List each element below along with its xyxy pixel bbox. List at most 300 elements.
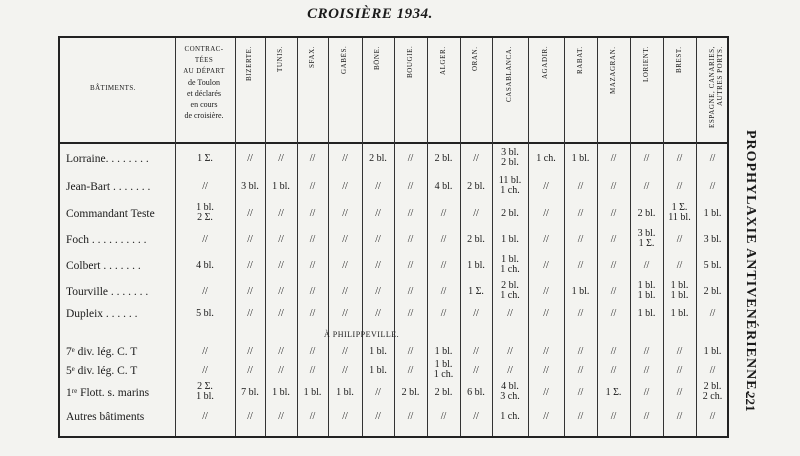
table-cell: [235, 388, 265, 398]
cell-line: //: [543, 286, 549, 297]
cell-line: //: [202, 286, 208, 297]
table-cell: [528, 182, 564, 192]
header-port: AGADIR.: [541, 46, 549, 80]
table-cell: [564, 309, 597, 319]
table-row: [60, 281, 727, 303]
cell-line: 1 ch.: [500, 264, 520, 275]
cell-line: //: [202, 411, 208, 422]
table-cell: [427, 388, 460, 398]
table-cell: [297, 154, 328, 164]
table-cell: [427, 182, 460, 192]
cell-line: //: [577, 260, 584, 271]
table-cell: [297, 182, 328, 192]
cell-line: //: [577, 208, 584, 219]
cell-line: //: [643, 346, 650, 357]
header-contract-line: de Toulon: [188, 78, 220, 87]
table-cell: [328, 366, 362, 376]
table-cell: [492, 412, 528, 422]
cell-line: //: [247, 365, 253, 376]
cell-line: //: [309, 208, 316, 219]
cell-line: //: [543, 208, 549, 219]
cell-line: //: [440, 286, 447, 297]
table-cell: [297, 209, 328, 219]
table-cell: [630, 366, 663, 376]
ship-name: 1ʳᵉ Flott. s. marins: [66, 387, 150, 399]
table-cell: [597, 287, 630, 297]
table-cell: [362, 347, 394, 357]
table-cell: [175, 203, 235, 223]
cell-line: //: [610, 208, 617, 219]
header-port: TUNIS.: [276, 46, 284, 72]
cell-line: //: [247, 208, 253, 219]
cell-line: 1 bl.: [369, 365, 387, 376]
cell-line: //: [543, 234, 549, 245]
cell-line: 1 bl.: [272, 181, 290, 192]
cell-line: //: [440, 411, 447, 422]
table-cell: [696, 209, 729, 219]
cell-line: //: [577, 308, 584, 319]
table-cell: [460, 347, 492, 357]
cell-line: 1 bl.: [196, 391, 214, 402]
header-port: BÔNE.: [373, 46, 381, 70]
cell-line: 1 bl.: [501, 254, 519, 265]
cell-line: //: [643, 260, 650, 271]
cell-line: //: [407, 208, 414, 219]
cell-line: 1 ch.: [500, 290, 520, 301]
cell-line: 1 ch.: [500, 411, 520, 422]
header-port: BOUGIE.: [405, 46, 414, 79]
cell-line: //: [610, 181, 617, 192]
table-cell: [528, 366, 564, 376]
cell-line: //: [309, 346, 316, 357]
table-cell: [235, 261, 265, 271]
cell-line: //: [309, 411, 316, 422]
table-cell: [460, 412, 492, 422]
table-cell: [663, 388, 696, 398]
table-cell: [597, 412, 630, 422]
cell-line: 3 ch.: [500, 391, 520, 402]
data-table: [58, 36, 729, 438]
cell-line: //: [709, 308, 716, 319]
cell-line: //: [309, 308, 316, 319]
cell-line: //: [407, 365, 414, 376]
table-cell: [597, 209, 630, 219]
cell-line: //: [278, 234, 284, 245]
cell-line: //: [676, 411, 683, 422]
table-row: [60, 229, 727, 251]
table-cell: [265, 366, 297, 376]
cell-line: //: [407, 346, 414, 357]
cell-line: //: [473, 208, 479, 219]
header-contract-line: de croisière.: [184, 111, 224, 120]
ship-name: Autres bâtiments: [66, 411, 145, 423]
table-cell: [362, 235, 394, 245]
table-cell: [597, 366, 630, 376]
table-cell: [663, 309, 696, 319]
table-cell: [265, 235, 297, 245]
header-port: ESPAGNE, CANARIES, AUTRES PORTS.: [707, 46, 724, 128]
table-cell: [328, 235, 362, 245]
table-cell: [297, 366, 328, 376]
cell-line: //: [375, 411, 381, 422]
table-cell: [175, 412, 235, 422]
table-cell: [492, 148, 528, 168]
table-cell: [528, 388, 564, 398]
header-port: ALGER.: [438, 46, 447, 75]
cell-line: //: [375, 387, 381, 398]
table-cell: [630, 388, 663, 398]
cell-line: 1 ch.: [500, 185, 520, 196]
cell-line: //: [278, 365, 284, 376]
table-cell: [663, 235, 696, 245]
table-cell: [394, 366, 427, 376]
cell-line: 11 bl.: [498, 175, 522, 186]
table-cell: [696, 412, 729, 422]
table-cell: [297, 261, 328, 271]
table-cell: [528, 235, 564, 245]
table-cell: [394, 347, 427, 357]
section-label: À PHILIPPEVILLE.: [324, 330, 400, 339]
cell-line: 1 bl.: [571, 153, 590, 164]
cell-line: 2 Σ.: [197, 381, 213, 392]
cell-line: //: [676, 346, 683, 357]
table-cell: [235, 287, 265, 297]
cell-line: //: [473, 308, 479, 319]
cell-line: //: [278, 208, 284, 219]
ship-name: Dupleix . . . . . .: [66, 308, 138, 320]
cell-line: 2 bl.: [434, 153, 453, 164]
cell-line: 5 bl.: [196, 308, 214, 319]
table-cell: [564, 287, 597, 297]
table-cell: [394, 287, 427, 297]
cell-line: //: [202, 181, 208, 192]
cell-line: //: [247, 234, 253, 245]
cell-line: //: [577, 234, 584, 245]
table-cell: [328, 182, 362, 192]
cell-line: //: [375, 308, 381, 319]
table-cell: [427, 235, 460, 245]
table-cell: [630, 261, 663, 271]
cell-line: //: [247, 308, 253, 319]
ship-name: 7ᵉ div. lég. C. T: [66, 346, 138, 358]
cell-line: //: [375, 260, 381, 271]
table-row: [60, 382, 727, 404]
table-cell: [663, 366, 696, 376]
table-cell: [328, 309, 362, 319]
cell-line: //: [577, 365, 584, 376]
table-cell: [235, 309, 265, 319]
cell-line: //: [676, 234, 683, 245]
cell-line: 2 bl.: [434, 387, 453, 398]
header-port: GABÈS.: [340, 46, 348, 75]
table-cell: [492, 255, 528, 275]
table-row: [60, 148, 727, 170]
cell-line: //: [610, 260, 617, 271]
table-cell: [696, 309, 729, 319]
table-cell: [630, 209, 663, 219]
cell-line: //: [342, 346, 348, 357]
cell-line: //: [440, 308, 447, 319]
cell-line: 11 bl.: [668, 212, 691, 223]
table-cell: [175, 287, 235, 297]
cell-line: 1 bl.: [501, 234, 519, 245]
table-cell: [630, 281, 663, 301]
cell-line: //: [610, 411, 617, 422]
cell-line: 2 bl.: [467, 234, 485, 245]
cell-line: 1 bl.: [670, 280, 689, 291]
table-cell: [235, 235, 265, 245]
table-cell: [528, 209, 564, 219]
table-cell: [564, 412, 597, 422]
table-cell: [460, 182, 492, 192]
cell-line: 1 bl.: [670, 290, 689, 301]
table-cell: [630, 412, 663, 422]
table-cell: [597, 235, 630, 245]
cell-line: 1 bl.: [434, 346, 453, 357]
cell-line: 1 bl.: [434, 359, 453, 370]
cell-line: 6 bl.: [467, 387, 485, 398]
header-port: ORAN.: [471, 46, 479, 71]
table-cell: [235, 209, 265, 219]
table-cell: [492, 309, 528, 319]
cell-line: 2 bl.: [637, 208, 656, 219]
cell-line: //: [543, 181, 549, 192]
cell-line: 2 Σ.: [197, 212, 213, 223]
table-cell: [564, 261, 597, 271]
cell-line: //: [309, 365, 316, 376]
cell-line: 3 bl.: [501, 147, 519, 158]
cell-line: //: [247, 411, 253, 422]
header-port: SFAX.: [307, 46, 316, 69]
cell-line: //: [278, 260, 284, 271]
cell-line: //: [643, 387, 650, 398]
cell-line: //: [676, 260, 683, 271]
cell-line: //: [709, 153, 716, 164]
table-cell: [630, 309, 663, 319]
cell-line: //: [610, 308, 617, 319]
table-cell: [265, 347, 297, 357]
table-cell: [564, 347, 597, 357]
table-cell: [362, 388, 394, 398]
table-cell: [362, 366, 394, 376]
cell-line: //: [342, 411, 348, 422]
table-cell: [597, 347, 630, 357]
cell-line: //: [202, 365, 208, 376]
cell-line: //: [577, 346, 584, 357]
table-cell: [492, 209, 528, 219]
header-batiments: BÂTIMENTS.: [90, 84, 136, 92]
header-contract-line: CONTRAC-: [184, 45, 224, 53]
table-cell: [265, 209, 297, 219]
table-cell: [394, 412, 427, 422]
table-cell: [394, 309, 427, 319]
table-cell: [492, 366, 528, 376]
ship-name: Tourville . . . . . . .: [66, 286, 149, 298]
cell-line: //: [676, 153, 683, 164]
cell-line: 4 bl.: [501, 381, 519, 392]
table-cell: [297, 235, 328, 245]
cell-line: //: [577, 411, 584, 422]
table-cell: [394, 182, 427, 192]
table-cell: [460, 388, 492, 398]
table-cell: [175, 154, 235, 164]
cell-line: //: [342, 260, 348, 271]
cell-line: //: [643, 181, 650, 192]
table-row: [60, 303, 727, 325]
header-contract: [175, 44, 233, 121]
table-row: [60, 176, 727, 198]
table-row: [60, 360, 727, 382]
cell-line: //: [676, 387, 683, 398]
table-cell: [564, 366, 597, 376]
table-cell: [528, 287, 564, 297]
table-cell: [564, 154, 597, 164]
cell-line: 4 bl.: [196, 260, 214, 271]
table-cell: [460, 309, 492, 319]
header-port: LORIENT.: [641, 46, 650, 82]
cell-line: //: [676, 181, 683, 192]
table-cell: [297, 309, 328, 319]
cell-line: //: [278, 153, 284, 164]
cell-line: 1 bl.: [637, 308, 656, 319]
table-cell: [265, 287, 297, 297]
cell-line: //: [543, 260, 549, 271]
table-cell: [328, 154, 362, 164]
header-port: MAZAGRAN.: [608, 46, 617, 94]
table-cell: [427, 209, 460, 219]
table-cell: [630, 347, 663, 357]
table-cell: [597, 261, 630, 271]
table-cell: [394, 388, 427, 398]
cell-line: //: [342, 208, 348, 219]
table-cell: [460, 235, 492, 245]
cell-line: //: [709, 411, 716, 422]
table-cell: [460, 154, 492, 164]
table-cell: [328, 261, 362, 271]
cell-line: //: [440, 260, 447, 271]
table-cell: [460, 366, 492, 376]
cell-line: 1 bl.: [369, 346, 387, 357]
cell-line: //: [507, 365, 513, 376]
cell-line: 1 ch.: [536, 153, 556, 164]
cell-line: //: [473, 365, 479, 376]
table-cell: [696, 287, 729, 297]
table-cell: [696, 261, 729, 271]
cell-line: //: [342, 181, 348, 192]
cell-line: //: [247, 153, 253, 164]
table-cell: [663, 154, 696, 164]
table-cell: [597, 388, 630, 398]
table-cell: [175, 347, 235, 357]
cell-line: //: [610, 286, 617, 297]
table-row: [60, 406, 727, 428]
cell-line: //: [709, 365, 716, 376]
ship-name: Commandant Teste: [66, 208, 155, 220]
cell-line: //: [440, 208, 447, 219]
table-cell: [696, 382, 729, 402]
table-cell: [328, 287, 362, 297]
table-cell: [630, 182, 663, 192]
table-cell: [492, 235, 528, 245]
cell-line: //: [643, 153, 650, 164]
cell-line: //: [676, 365, 683, 376]
cell-line: //: [278, 308, 284, 319]
cell-line: 3 bl.: [241, 181, 259, 192]
table-cell: [297, 388, 328, 398]
table-cell: [265, 154, 297, 164]
cell-line: 7 bl.: [241, 387, 259, 398]
cell-line: 1 bl.: [670, 308, 689, 319]
table-cell: [427, 412, 460, 422]
table-cell: [427, 287, 460, 297]
cell-line: //: [473, 153, 479, 164]
page-title: CROISIÈRE 1934.: [307, 6, 433, 22]
table-row: [60, 203, 727, 225]
table-cell: [235, 366, 265, 376]
ship-name: Colbert . . . . . . .: [66, 260, 141, 272]
cell-line: //: [202, 234, 208, 245]
cell-line: //: [278, 346, 284, 357]
cell-line: 1 bl.: [196, 202, 214, 213]
header-contract-line: AU DÉPART: [183, 67, 225, 75]
table-cell: [528, 347, 564, 357]
table-cell: [597, 154, 630, 164]
cell-line: 2 bl.: [501, 280, 519, 291]
cell-line: //: [407, 234, 414, 245]
table-cell: [394, 235, 427, 245]
cell-line: //: [375, 208, 381, 219]
page-number: 221: [743, 392, 758, 412]
table-cell: [564, 388, 597, 398]
table-cell: [460, 261, 492, 271]
cell-line: //: [309, 286, 316, 297]
cell-line: 2 bl.: [401, 387, 420, 398]
cell-line: //: [543, 308, 549, 319]
table-cell: [696, 235, 729, 245]
cell-line: //: [507, 308, 513, 319]
cell-line: 1 bl.: [703, 208, 722, 219]
header-contract-line: et déclarés: [187, 89, 221, 98]
cell-line: //: [309, 260, 316, 271]
cell-line: 4 bl.: [434, 181, 453, 192]
table-cell: [235, 347, 265, 357]
ship-name: Jean-Bart . . . . . . .: [66, 181, 151, 193]
table-cell: [564, 182, 597, 192]
table-cell: [265, 261, 297, 271]
table-cell: [394, 154, 427, 164]
table-cell: [362, 287, 394, 297]
cell-line: //: [202, 346, 208, 357]
cell-line: //: [342, 365, 348, 376]
cell-line: //: [309, 234, 316, 245]
table-cell: [394, 209, 427, 219]
cell-line: 2 bl.: [703, 286, 722, 297]
table-cell: [696, 154, 729, 164]
cell-line: //: [610, 346, 617, 357]
table-cell: [492, 176, 528, 196]
cell-line: 3 bl.: [637, 228, 656, 239]
table-cell: [663, 261, 696, 271]
table-cell: [663, 281, 696, 301]
cell-line: 2 bl.: [501, 208, 519, 219]
table-cell: [265, 309, 297, 319]
table-cell: [362, 412, 394, 422]
cell-line: //: [278, 286, 284, 297]
table-cell: [597, 309, 630, 319]
table-cell: [492, 382, 528, 402]
cell-line: //: [407, 260, 414, 271]
table-cell: [492, 281, 528, 301]
